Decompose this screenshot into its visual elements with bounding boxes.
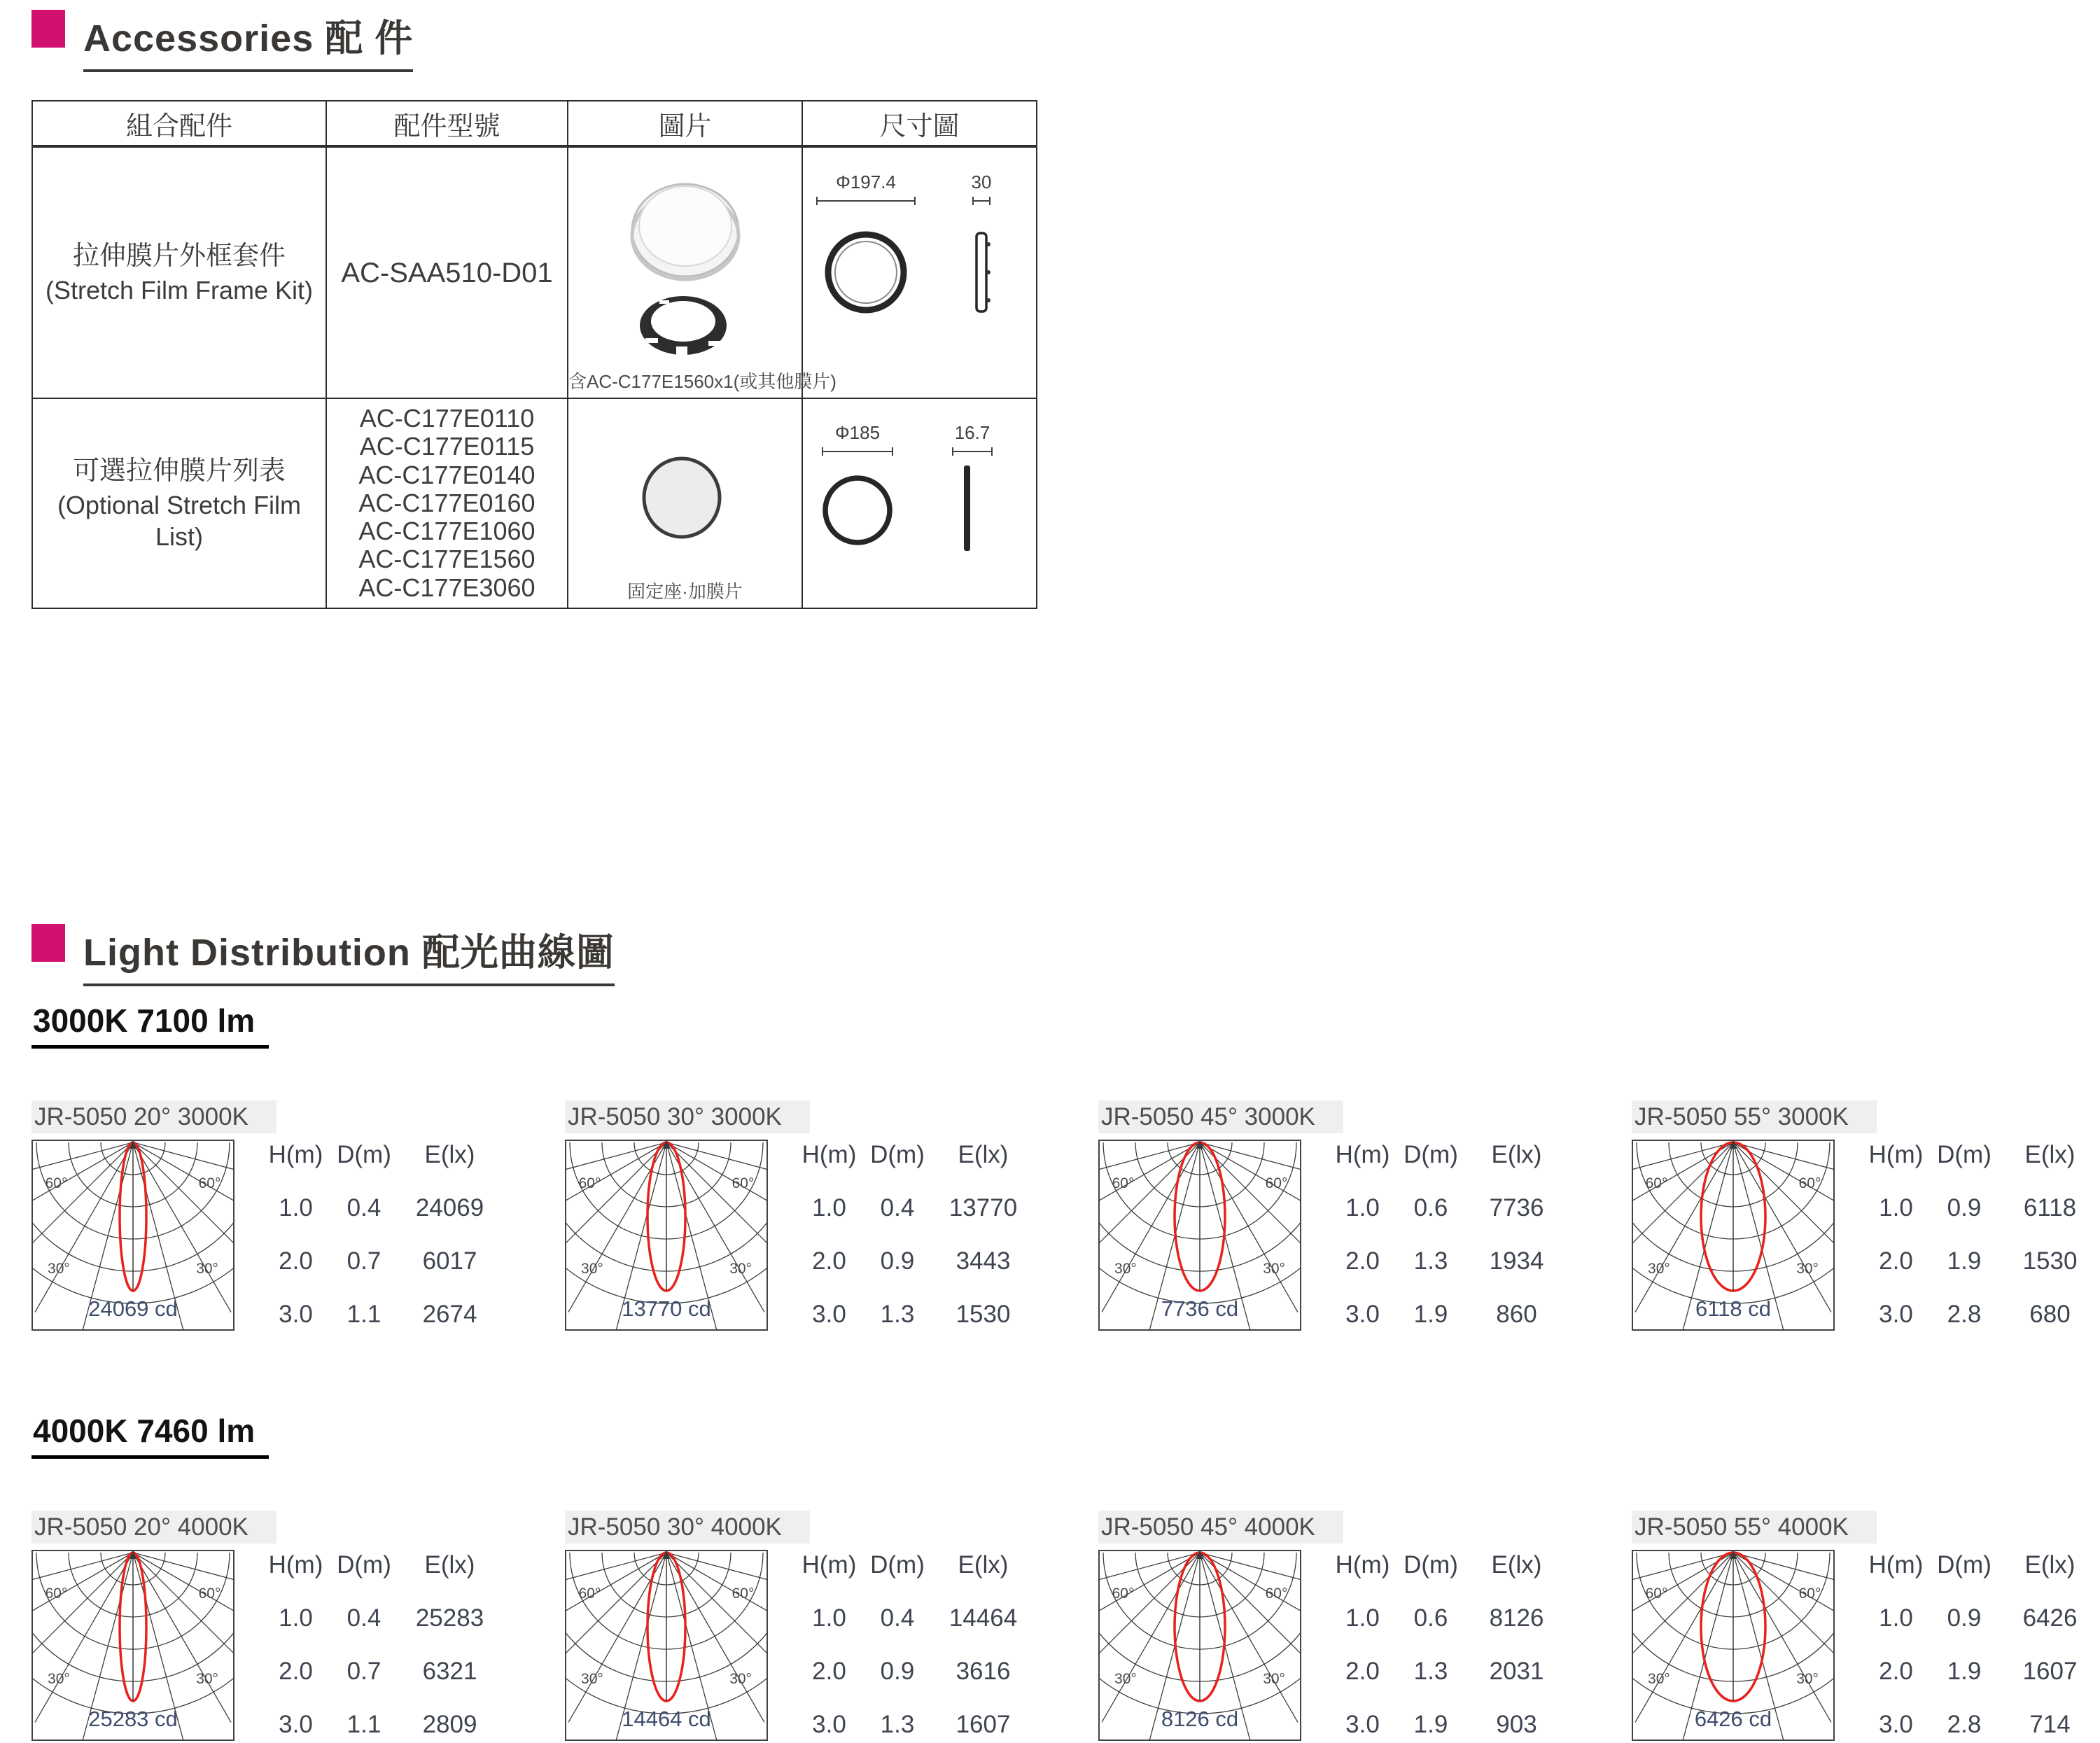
illuminance-value: 1607: [955, 1711, 1011, 1738]
accessories-title-text: Accessories 配 件: [83, 8, 413, 72]
polar-angle-label: 60°: [1798, 1175, 1821, 1192]
chart-body: [1098, 1550, 1567, 1741]
accessory-model-code: AC-C177E1060: [358, 517, 536, 546]
accessory-name-en: (Stretch Film Frame Kit): [45, 275, 314, 304]
polar-angle-label: 30°: [1263, 1671, 1285, 1688]
chart-label: JR-5050 30° 3000K: [565, 1100, 810, 1133]
polar-angle-label: 60°: [1112, 1175, 1135, 1192]
light-chart-group: [1098, 1511, 1567, 1741]
illuminance-value: 860: [1496, 1301, 1537, 1328]
accessory-image-cell: [568, 398, 802, 608]
polar-angle-label: 60°: [198, 1175, 221, 1192]
chart-body: [31, 1140, 500, 1331]
illuminance-value: 2.0: [1345, 1247, 1380, 1275]
polar-angle-label: 30°: [581, 1261, 603, 1278]
illuminance-column-header: E(lx): [2024, 1141, 2076, 1168]
polar-angle-label: 30°: [729, 1261, 752, 1278]
svg-text:30: 30: [971, 172, 991, 192]
illuminance-column-header: H(m): [268, 1141, 323, 1168]
polar-light-distribution-chart: [1632, 1140, 1835, 1331]
accessory-model-code: AC-C177E0140: [358, 460, 536, 489]
illuminance-table: [1329, 1141, 1567, 1329]
accessory-model-code: AC-C177E3060: [358, 573, 536, 602]
accessories-table-header-row: [32, 101, 1037, 146]
chart-body: [1632, 1140, 2100, 1331]
chart-body: [31, 1550, 500, 1741]
polar-angle-label: 30°: [48, 1671, 70, 1688]
peak-candela-label: 6118 cd: [1695, 1296, 1772, 1321]
illuminance-value: 2674: [422, 1301, 477, 1328]
illuminance-value: 903: [1496, 1711, 1537, 1738]
accent-square-icon: [31, 924, 65, 962]
illuminance-value: 3.0: [812, 1711, 846, 1738]
illuminance-value: 1.9: [1413, 1301, 1448, 1328]
dimension-diagram: [804, 418, 1035, 586]
peak-candela-label: 25283 cd: [88, 1707, 178, 1731]
illuminance-column-header: H(m): [1335, 1551, 1390, 1578]
accessory-dimension-cell: [802, 398, 1037, 608]
peak-candela-label: 14464 cd: [622, 1707, 711, 1731]
illuminance-value: 2031: [1489, 1658, 1544, 1685]
polar-angle-label: 30°: [581, 1671, 603, 1688]
polar-angle-label: 60°: [1798, 1586, 1821, 1602]
illuminance-value: 1607: [2022, 1658, 2078, 1685]
illuminance-table: [262, 1551, 500, 1739]
illuminance-value: 6017: [422, 1247, 477, 1275]
accessories-section-title: [31, 8, 1037, 72]
illuminance-value: 680: [2029, 1301, 2071, 1328]
accessory-model-cell: [326, 146, 568, 398]
polar-angle-label: 60°: [1265, 1586, 1288, 1602]
illuminance-value: 3.0: [812, 1301, 846, 1328]
accessories-table-row: [32, 146, 1037, 398]
polar-angle-label: 30°: [1648, 1261, 1670, 1278]
chart-label: JR-5050 45° 3000K: [1098, 1100, 1343, 1133]
svg-text:Φ185: Φ185: [834, 421, 880, 443]
illuminance-value: 714: [2029, 1711, 2071, 1738]
polar-angle-label: 30°: [729, 1671, 752, 1688]
illuminance-value: 1.0: [1879, 1194, 1913, 1222]
polar-angle-label: 60°: [1112, 1586, 1135, 1602]
polar-light-distribution-chart: [1098, 1550, 1301, 1741]
illuminance-column-header: D(m): [870, 1551, 925, 1578]
illuminance-table: [262, 1141, 500, 1329]
light-distribution-title-text: Light Distribution 配光曲線圖: [83, 923, 615, 986]
polar-angle-label: 30°: [196, 1261, 218, 1278]
accessories-column-header: 配件型號: [326, 101, 568, 146]
illuminance-value: 2.8: [1947, 1301, 1982, 1328]
illuminance-value: 3.0: [1345, 1711, 1380, 1738]
peak-candela-label: 24069 cd: [88, 1296, 178, 1321]
chart-label: JR-5050 45° 4000K: [1098, 1511, 1343, 1544]
illuminance-column-header: E(lx): [424, 1551, 475, 1578]
chart-row: [31, 1511, 2098, 1741]
illuminance-value: 2.0: [279, 1658, 313, 1685]
illuminance-value: 0.6: [1413, 1194, 1448, 1222]
accent-square-icon: [31, 10, 65, 48]
illuminance-value: 6321: [422, 1658, 477, 1685]
illuminance-column-header: E(lx): [1491, 1141, 1542, 1168]
illuminance-table: [1863, 1141, 2100, 1329]
polar-angle-label: 60°: [578, 1175, 601, 1192]
illuminance-table: [1863, 1551, 2100, 1739]
accessories-table-row: [32, 398, 1037, 608]
illuminance-value: 3.0: [1879, 1711, 1913, 1738]
illuminance-value: 3.0: [1879, 1301, 1913, 1328]
illuminance-value: 8126: [1489, 1604, 1544, 1632]
chart-body: [1098, 1140, 1567, 1331]
illuminance-value: 13770: [948, 1194, 1018, 1222]
polar-angle-label: 30°: [1648, 1671, 1670, 1688]
frame-kit-image: [570, 166, 801, 376]
polar-angle-label: 30°: [196, 1671, 218, 1688]
illuminance-value: 3.0: [1345, 1301, 1380, 1328]
illuminance-value: 0.9: [880, 1247, 915, 1275]
illuminance-table: [796, 1551, 1034, 1739]
accessories-section: [31, 8, 1037, 609]
chart-row: [31, 1100, 2098, 1331]
illuminance-value: 3616: [955, 1658, 1011, 1685]
accessory-model-code: AC-C177E0110: [359, 403, 535, 433]
illuminance-value: 0.9: [1947, 1194, 1982, 1222]
dimension-diagram: [804, 166, 1035, 376]
polar-angle-label: 60°: [45, 1175, 68, 1192]
illuminance-value: 2.0: [1879, 1247, 1913, 1275]
polar-light-distribution-chart: [31, 1140, 234, 1331]
illuminance-value: 1.3: [880, 1301, 915, 1328]
accessories-column-header: 尺寸圖: [802, 101, 1037, 146]
polar-angle-label: 60°: [45, 1586, 68, 1602]
polar-light-distribution-chart: [1098, 1140, 1301, 1331]
accessory-image-caption: 固定座·加膜片: [627, 581, 743, 602]
illuminance-value: 2.0: [1879, 1658, 1913, 1685]
polar-angle-label: 60°: [1265, 1175, 1288, 1192]
illuminance-value: 1.0: [1345, 1194, 1380, 1222]
chart-label: JR-5050 55° 4000K: [1632, 1511, 1877, 1544]
illuminance-value: 2.0: [1345, 1658, 1380, 1685]
chart-body: [565, 1140, 1034, 1331]
illuminance-value: 1.3: [1413, 1658, 1448, 1685]
accessories-table: [31, 100, 1037, 609]
illuminance-column-header: E(lx): [2024, 1551, 2076, 1578]
illuminance-column-header: D(m): [337, 1141, 391, 1168]
accessory-model-code: AC-C177E0160: [358, 488, 536, 517]
polar-angle-label: 30°: [48, 1261, 70, 1278]
light-chart-group: [31, 1511, 500, 1741]
chart-label: JR-5050 20° 3000K: [31, 1100, 276, 1133]
illuminance-value: 1530: [955, 1301, 1011, 1328]
illuminance-value: 1934: [1489, 1247, 1544, 1275]
accessories-column-header: 圖片: [568, 101, 802, 146]
illuminance-column-header: E(lx): [424, 1141, 475, 1168]
accessory-image-cell: [568, 146, 836, 398]
accessory-image-caption: 含AC-C177E1560x1(或其他膜片): [568, 371, 836, 392]
illuminance-value: 0.9: [880, 1658, 915, 1685]
illuminance-value: 0.4: [346, 1194, 382, 1222]
illuminance-value: 2.8: [1947, 1711, 1982, 1738]
illuminance-column-header: H(m): [1868, 1141, 1924, 1168]
illuminance-column-header: H(m): [1335, 1141, 1390, 1168]
illuminance-value: 25283: [415, 1604, 484, 1632]
illuminance-column-header: H(m): [1868, 1551, 1924, 1578]
illuminance-value: 24069: [415, 1194, 484, 1222]
polar-angle-label: 30°: [1114, 1261, 1137, 1278]
accessory-model-cell: [326, 398, 568, 608]
light-chart-group: [1632, 1511, 2100, 1741]
illuminance-value: 0.9: [1947, 1604, 1982, 1632]
chart-body: [565, 1550, 1034, 1741]
polar-angle-label: 30°: [1796, 1261, 1819, 1278]
light-distribution-section-title: [31, 923, 2098, 986]
illuminance-column-header: H(m): [802, 1551, 857, 1578]
polar-angle-label: 60°: [732, 1175, 755, 1192]
accessory-name-zh: 拉伸膜片外框套件: [72, 241, 286, 272]
illuminance-value: 2.0: [812, 1247, 846, 1275]
chart-label: JR-5050 55° 3000K: [1632, 1100, 1877, 1133]
illuminance-column-header: E(lx): [958, 1551, 1009, 1578]
polar-angle-label: 30°: [1263, 1261, 1285, 1278]
polar-light-distribution-chart: [31, 1550, 234, 1741]
illuminance-column-header: D(m): [1404, 1551, 1458, 1578]
illuminance-value: 1.0: [1345, 1604, 1380, 1632]
peak-candela-label: 7736 cd: [1161, 1296, 1239, 1321]
illuminance-value: 1530: [2022, 1247, 2078, 1275]
accessory-dimension-cell: [802, 146, 1037, 398]
illuminance-value: 3.0: [279, 1711, 313, 1738]
illuminance-value: 0.7: [346, 1247, 382, 1275]
color-temperature-subtitle: 4000K 7460 lm: [31, 1412, 269, 1459]
accessory-name-en: (Optional Stretch Film List): [57, 490, 302, 551]
illuminance-value: 1.1: [346, 1301, 382, 1328]
chart-label: JR-5050 30° 4000K: [565, 1511, 810, 1544]
illuminance-value: 2809: [422, 1711, 477, 1738]
color-temperature-subtitle: 3000K 7100 lm: [31, 1002, 269, 1049]
illuminance-column-header: D(m): [1937, 1551, 1991, 1578]
illuminance-value: 6426: [2022, 1604, 2078, 1632]
polar-light-distribution-chart: [565, 1550, 768, 1741]
accessory-name-cell: [32, 146, 326, 398]
illuminance-value: 6118: [2023, 1194, 2077, 1222]
illuminance-value: 1.9: [1947, 1247, 1982, 1275]
polar-angle-label: 60°: [198, 1586, 221, 1602]
polar-angle-label: 30°: [1114, 1671, 1137, 1688]
illuminance-value: 2.0: [279, 1247, 313, 1275]
accessory-model-code: AC-C177E1560: [358, 545, 536, 574]
illuminance-column-header: E(lx): [958, 1141, 1009, 1168]
chart-label: JR-5050 20° 4000K: [31, 1511, 276, 1544]
illuminance-value: 0.7: [346, 1658, 382, 1685]
accessory-name-zh: 可選拉伸膜片列表: [72, 456, 286, 486]
illuminance-value: 1.0: [812, 1194, 846, 1222]
polar-angle-label: 60°: [732, 1586, 755, 1602]
svg-text:16.7: 16.7: [954, 421, 990, 443]
illuminance-value: 3.0: [279, 1301, 313, 1328]
peak-candela-label: 13770 cd: [622, 1296, 711, 1321]
illuminance-value: 1.3: [1413, 1247, 1448, 1275]
polar-light-distribution-chart: [1632, 1550, 1835, 1741]
illuminance-value: 0.4: [880, 1194, 915, 1222]
illuminance-column-header: H(m): [268, 1551, 323, 1578]
polar-angle-label: 60°: [1645, 1586, 1668, 1602]
illuminance-value: 1.0: [812, 1604, 846, 1632]
light-chart-group: [565, 1511, 1034, 1741]
accessory-model-code: AC-SAA510-D01: [341, 257, 553, 288]
illuminance-value: 0.4: [346, 1604, 382, 1632]
illuminance-column-header: D(m): [870, 1141, 925, 1168]
illuminance-table: [796, 1141, 1034, 1329]
illuminance-value: 0.6: [1413, 1604, 1448, 1632]
polar-light-distribution-chart: [565, 1140, 768, 1331]
illuminance-value: 1.1: [346, 1711, 382, 1738]
stretch-film-image: [570, 425, 801, 579]
illuminance-column-header: D(m): [1404, 1141, 1458, 1168]
illuminance-value: 2.0: [812, 1658, 846, 1685]
illuminance-column-header: E(lx): [1491, 1551, 1542, 1578]
light-distribution-section: [31, 923, 2098, 1741]
light-chart-group: [1632, 1100, 2100, 1331]
accessory-name-cell: [32, 398, 326, 608]
light-chart-group: [1098, 1100, 1567, 1331]
illuminance-value: 1.9: [1413, 1711, 1448, 1738]
illuminance-column-header: D(m): [337, 1551, 391, 1578]
peak-candela-label: 8126 cd: [1161, 1707, 1239, 1731]
illuminance-value: 1.0: [279, 1194, 313, 1222]
light-chart-group: [31, 1100, 500, 1331]
peak-candela-label: 6426 cd: [1694, 1707, 1772, 1731]
light-chart-group: [565, 1100, 1034, 1331]
illuminance-value: 3443: [955, 1247, 1011, 1275]
illuminance-column-header: D(m): [1937, 1141, 1991, 1168]
accessories-column-header: 組合配件: [32, 101, 326, 146]
illuminance-value: 0.4: [880, 1604, 915, 1632]
illuminance-value: 1.0: [279, 1604, 313, 1632]
illuminance-value: 1.0: [1879, 1604, 1913, 1632]
svg-text:Φ197.4: Φ197.4: [835, 172, 896, 192]
polar-angle-label: 30°: [1796, 1671, 1819, 1688]
accessory-model-code: AC-C177E0115: [359, 432, 535, 461]
illuminance-value: 14464: [948, 1604, 1018, 1632]
polar-angle-label: 60°: [1645, 1175, 1668, 1192]
illuminance-value: 7736: [1489, 1194, 1544, 1222]
chart-body: [1632, 1550, 2100, 1741]
illuminance-table: [1329, 1551, 1567, 1739]
illuminance-column-header: H(m): [802, 1141, 857, 1168]
polar-angle-label: 60°: [578, 1586, 601, 1602]
illuminance-value: 1.9: [1947, 1658, 1982, 1685]
illuminance-value: 1.3: [880, 1711, 915, 1738]
